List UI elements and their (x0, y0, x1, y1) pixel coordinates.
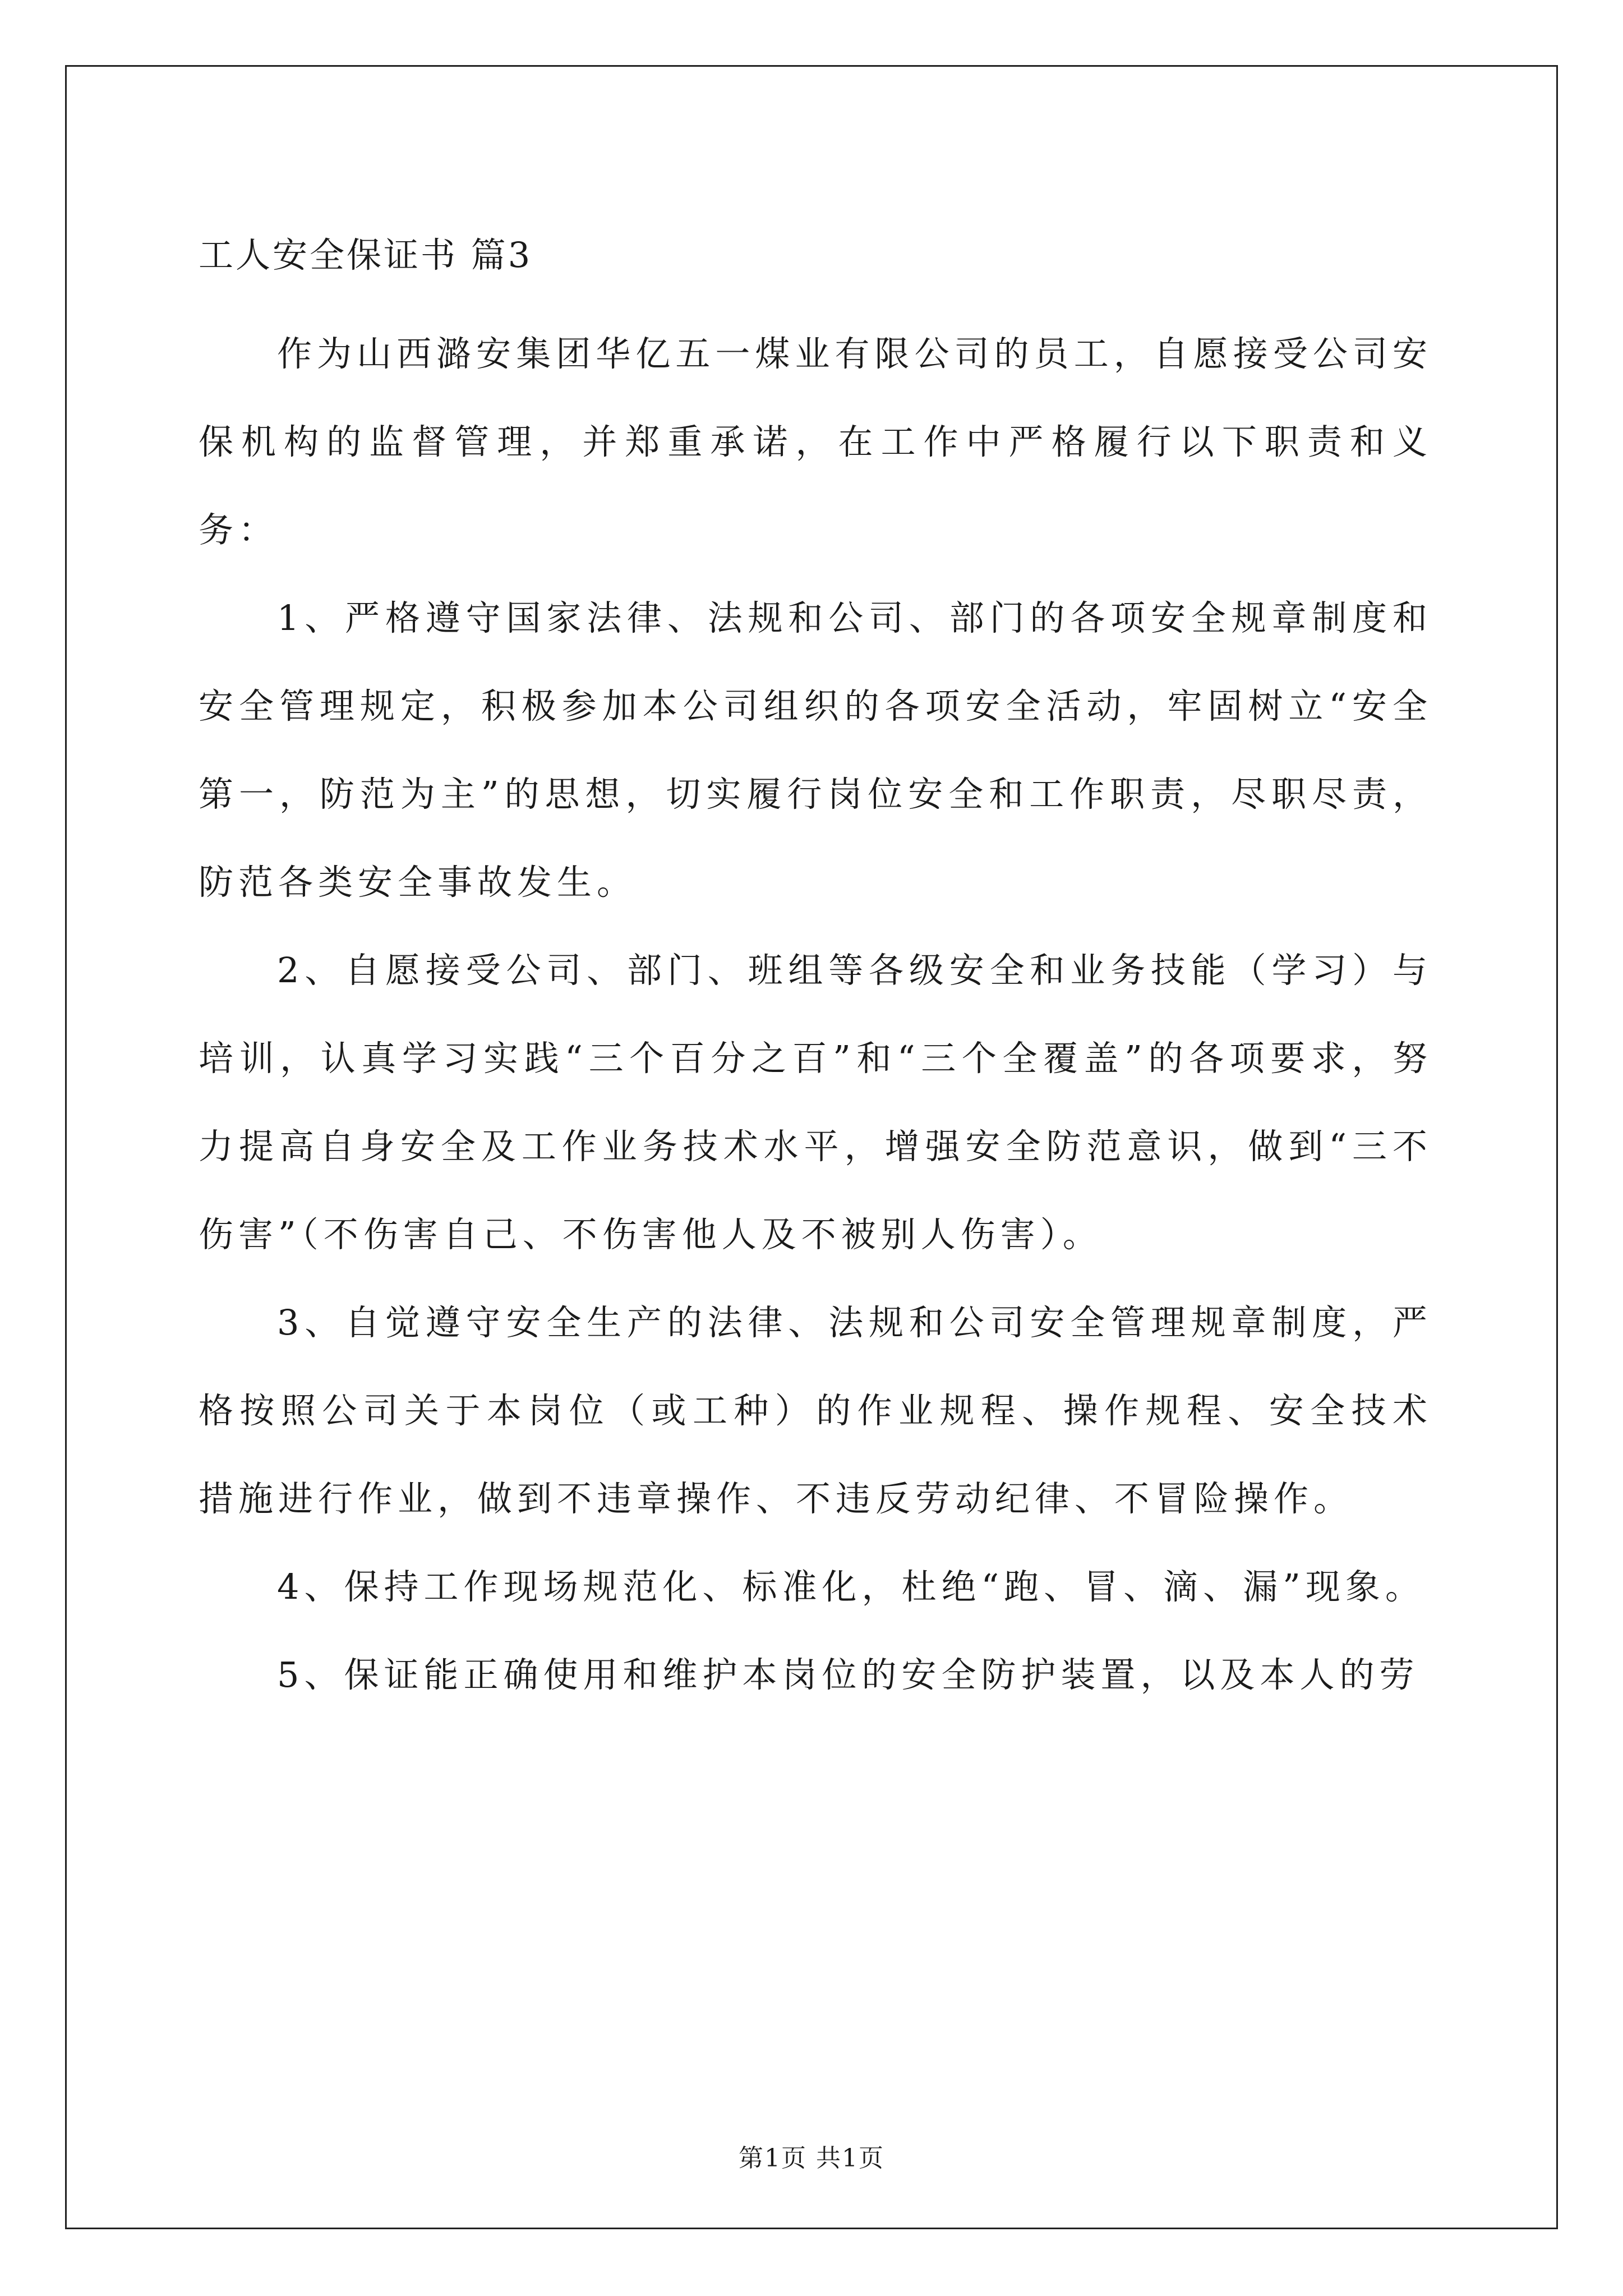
paragraph-intro: 作为山西潞安集团华亿五一煤业有限公司的员工，自愿接受公司安保机构的监督管理，并郑重承诺，在工作中严格履行以下职责和义务： (199, 333, 1432, 550)
document-title: 工人安全保证书 篇3 (199, 234, 533, 275)
page-footer: 第1页 共1页 (739, 2144, 884, 2173)
paragraph-item-2: 2、自愿接受公司、部门、班组等各级安全和业务技能（学习）与培训，认真学习实践“三个百分之百”和“三个全覆盖”的各项要求，努力提高自身安全及工作业务技术水平，增强安全防范意识，做到“三不伤害”（不伤害自己、不伤害他人及不被别人伤害）。 (199, 950, 1432, 1255)
paragraph-item-4: 4、保持工作现场规范化、标准化，杜绝“跑、冒、滴、漏”现象。 (277, 1566, 1425, 1607)
paragraph-item-3: 3、自觉遵守安全生产的法律、法规和公司安全管理规章制度，严格按照公司关于本岗位（或工种）的作业规程、操作规程、安全技术措施进行作业，做到不违章操作、不违反劳动纪律、不冒险操作。 (199, 1302, 1432, 1519)
paragraph-item-5: 5、保证能正确使用和维护本岗位的安全防护装置，以及本人的劳 (277, 1654, 1419, 1695)
document-body (199, 213, 1432, 1719)
paragraph-item-1: 1、严格遵守国家法律、法规和公司、部门的各项安全规章制度和安全管理规定，积极参加本公司组织的各项安全活动，牢固树立“安全第一，防范为主”的思想，切实履行岗位安全和工作职责，尽职尽责，防范各类安全事故发生。 (199, 597, 1432, 903)
